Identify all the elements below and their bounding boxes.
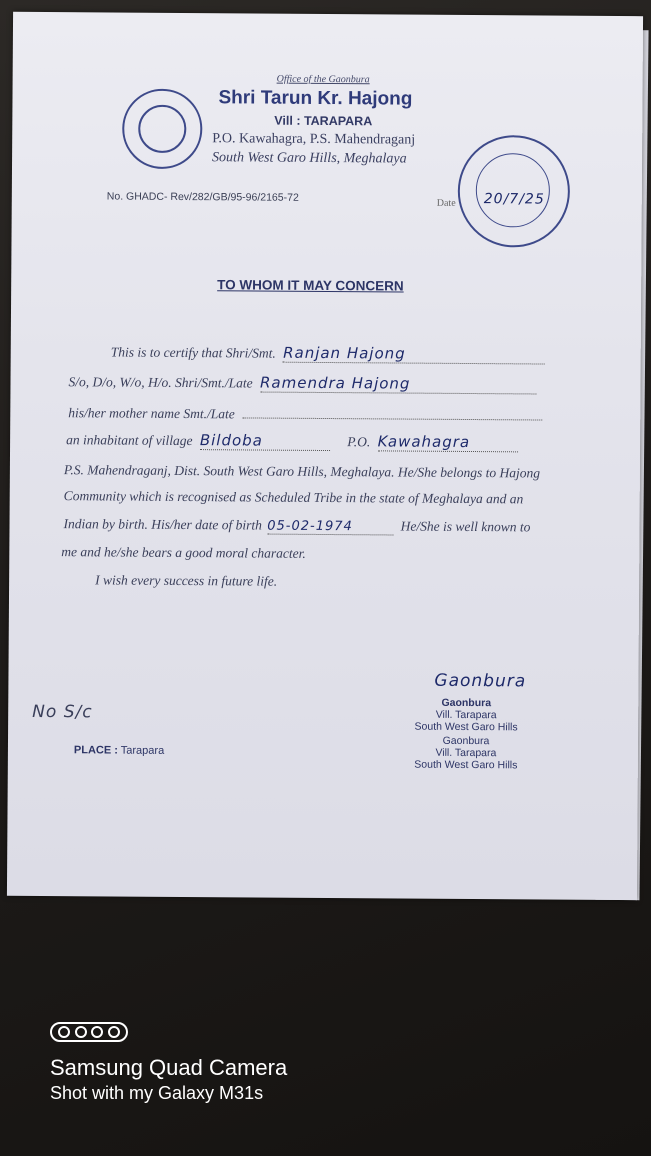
sig-vill-2: Vill. Tarapara xyxy=(435,746,497,760)
dob-prefix: Indian by birth. His/her date of birth xyxy=(63,516,262,533)
mother-name-blank xyxy=(242,403,542,420)
certificate-document xyxy=(7,12,643,900)
quad-camera-icon xyxy=(50,1022,128,1042)
date-label: Date xyxy=(436,197,456,209)
po-name: Kawahagra xyxy=(378,432,518,452)
lens-4-icon xyxy=(108,1026,120,1038)
place-line xyxy=(74,744,164,757)
inhabitant-prefix: an inhabitant of village xyxy=(66,432,193,449)
gaonbura-name: Shri Tarun Kr. Hajong xyxy=(218,87,413,110)
date-value: 20/7/25 xyxy=(483,191,545,208)
signature-block xyxy=(406,697,527,772)
dob-suffix: He/She is well known to xyxy=(400,518,531,535)
po-label: P.O. xyxy=(347,434,371,450)
body-line-6: Community which is recognised as Scheduled Tribe in the state of Meghalaya and an xyxy=(63,488,524,507)
date-of-birth: 05-02-1974 xyxy=(267,519,393,536)
parent-prefix: S/o, D/o, W/o, H/o. Shri/Smt./Late xyxy=(68,374,253,391)
body-line-7 xyxy=(63,516,530,536)
body-line-8: me and he/she bears a good moral character. xyxy=(61,544,306,561)
lens-2-icon xyxy=(75,1026,87,1038)
sig-district: South West Garo Hills xyxy=(414,720,518,734)
office-of-label: Office of the Gaonbura xyxy=(276,73,370,86)
camera-watermark-subtitle: Shot with my Galaxy M31s xyxy=(50,1083,264,1103)
body-line-2 xyxy=(68,372,536,394)
place-value: Tarapara xyxy=(120,744,165,757)
margin-note: No S/c xyxy=(32,701,93,723)
seal-emblem-icon xyxy=(138,105,186,153)
place-label: PLACE : xyxy=(73,744,118,757)
district-council-seal xyxy=(122,89,203,170)
body-line-1 xyxy=(111,343,546,365)
sig-vill: Vill. Tarapara xyxy=(435,708,497,722)
certify-prefix: This is to certify that Shri/Smt. xyxy=(110,344,276,361)
body-line-5: P.S. Mahendraganj, Dist. South West Garo Hills, Meghalaya. He/She belongs to Hajong xyxy=(63,462,541,481)
reference-number: No. GHADC- Rev/282/GB/95-96/2165-72 xyxy=(106,190,299,204)
district-line: South West Garo Hills, Meghalaya xyxy=(212,150,407,167)
sig-title: Gaonbura xyxy=(441,696,492,710)
body-line-3 xyxy=(68,402,542,424)
body-line-4 xyxy=(66,430,518,452)
mother-prefix: his/her mother name Smt./Late xyxy=(68,405,235,422)
lens-1-icon xyxy=(58,1026,70,1038)
village-heading: Vill : TARAPARA xyxy=(274,113,373,129)
lens-3-icon xyxy=(91,1026,103,1038)
applicant-name: Ranjan Hajong xyxy=(283,344,545,365)
sig-title-2: Gaonbura xyxy=(442,734,490,748)
sig-district-2: South West Garo Hills xyxy=(414,758,518,772)
handwritten-signature: Gaonbura xyxy=(434,670,527,692)
parent-name: Ramendra Hajong xyxy=(260,374,536,395)
po-ps-line: P.O. Kawahagra, P.S. Mahendraganj xyxy=(212,131,416,148)
camera-watermark-title: Samsung Quad Camera xyxy=(50,1055,288,1080)
body-line-9: I wish every success in future life. xyxy=(95,572,278,589)
village-name: Bildoba xyxy=(200,431,330,451)
certificate-heading: TO WHOM IT MAY CONCERN xyxy=(217,277,404,294)
